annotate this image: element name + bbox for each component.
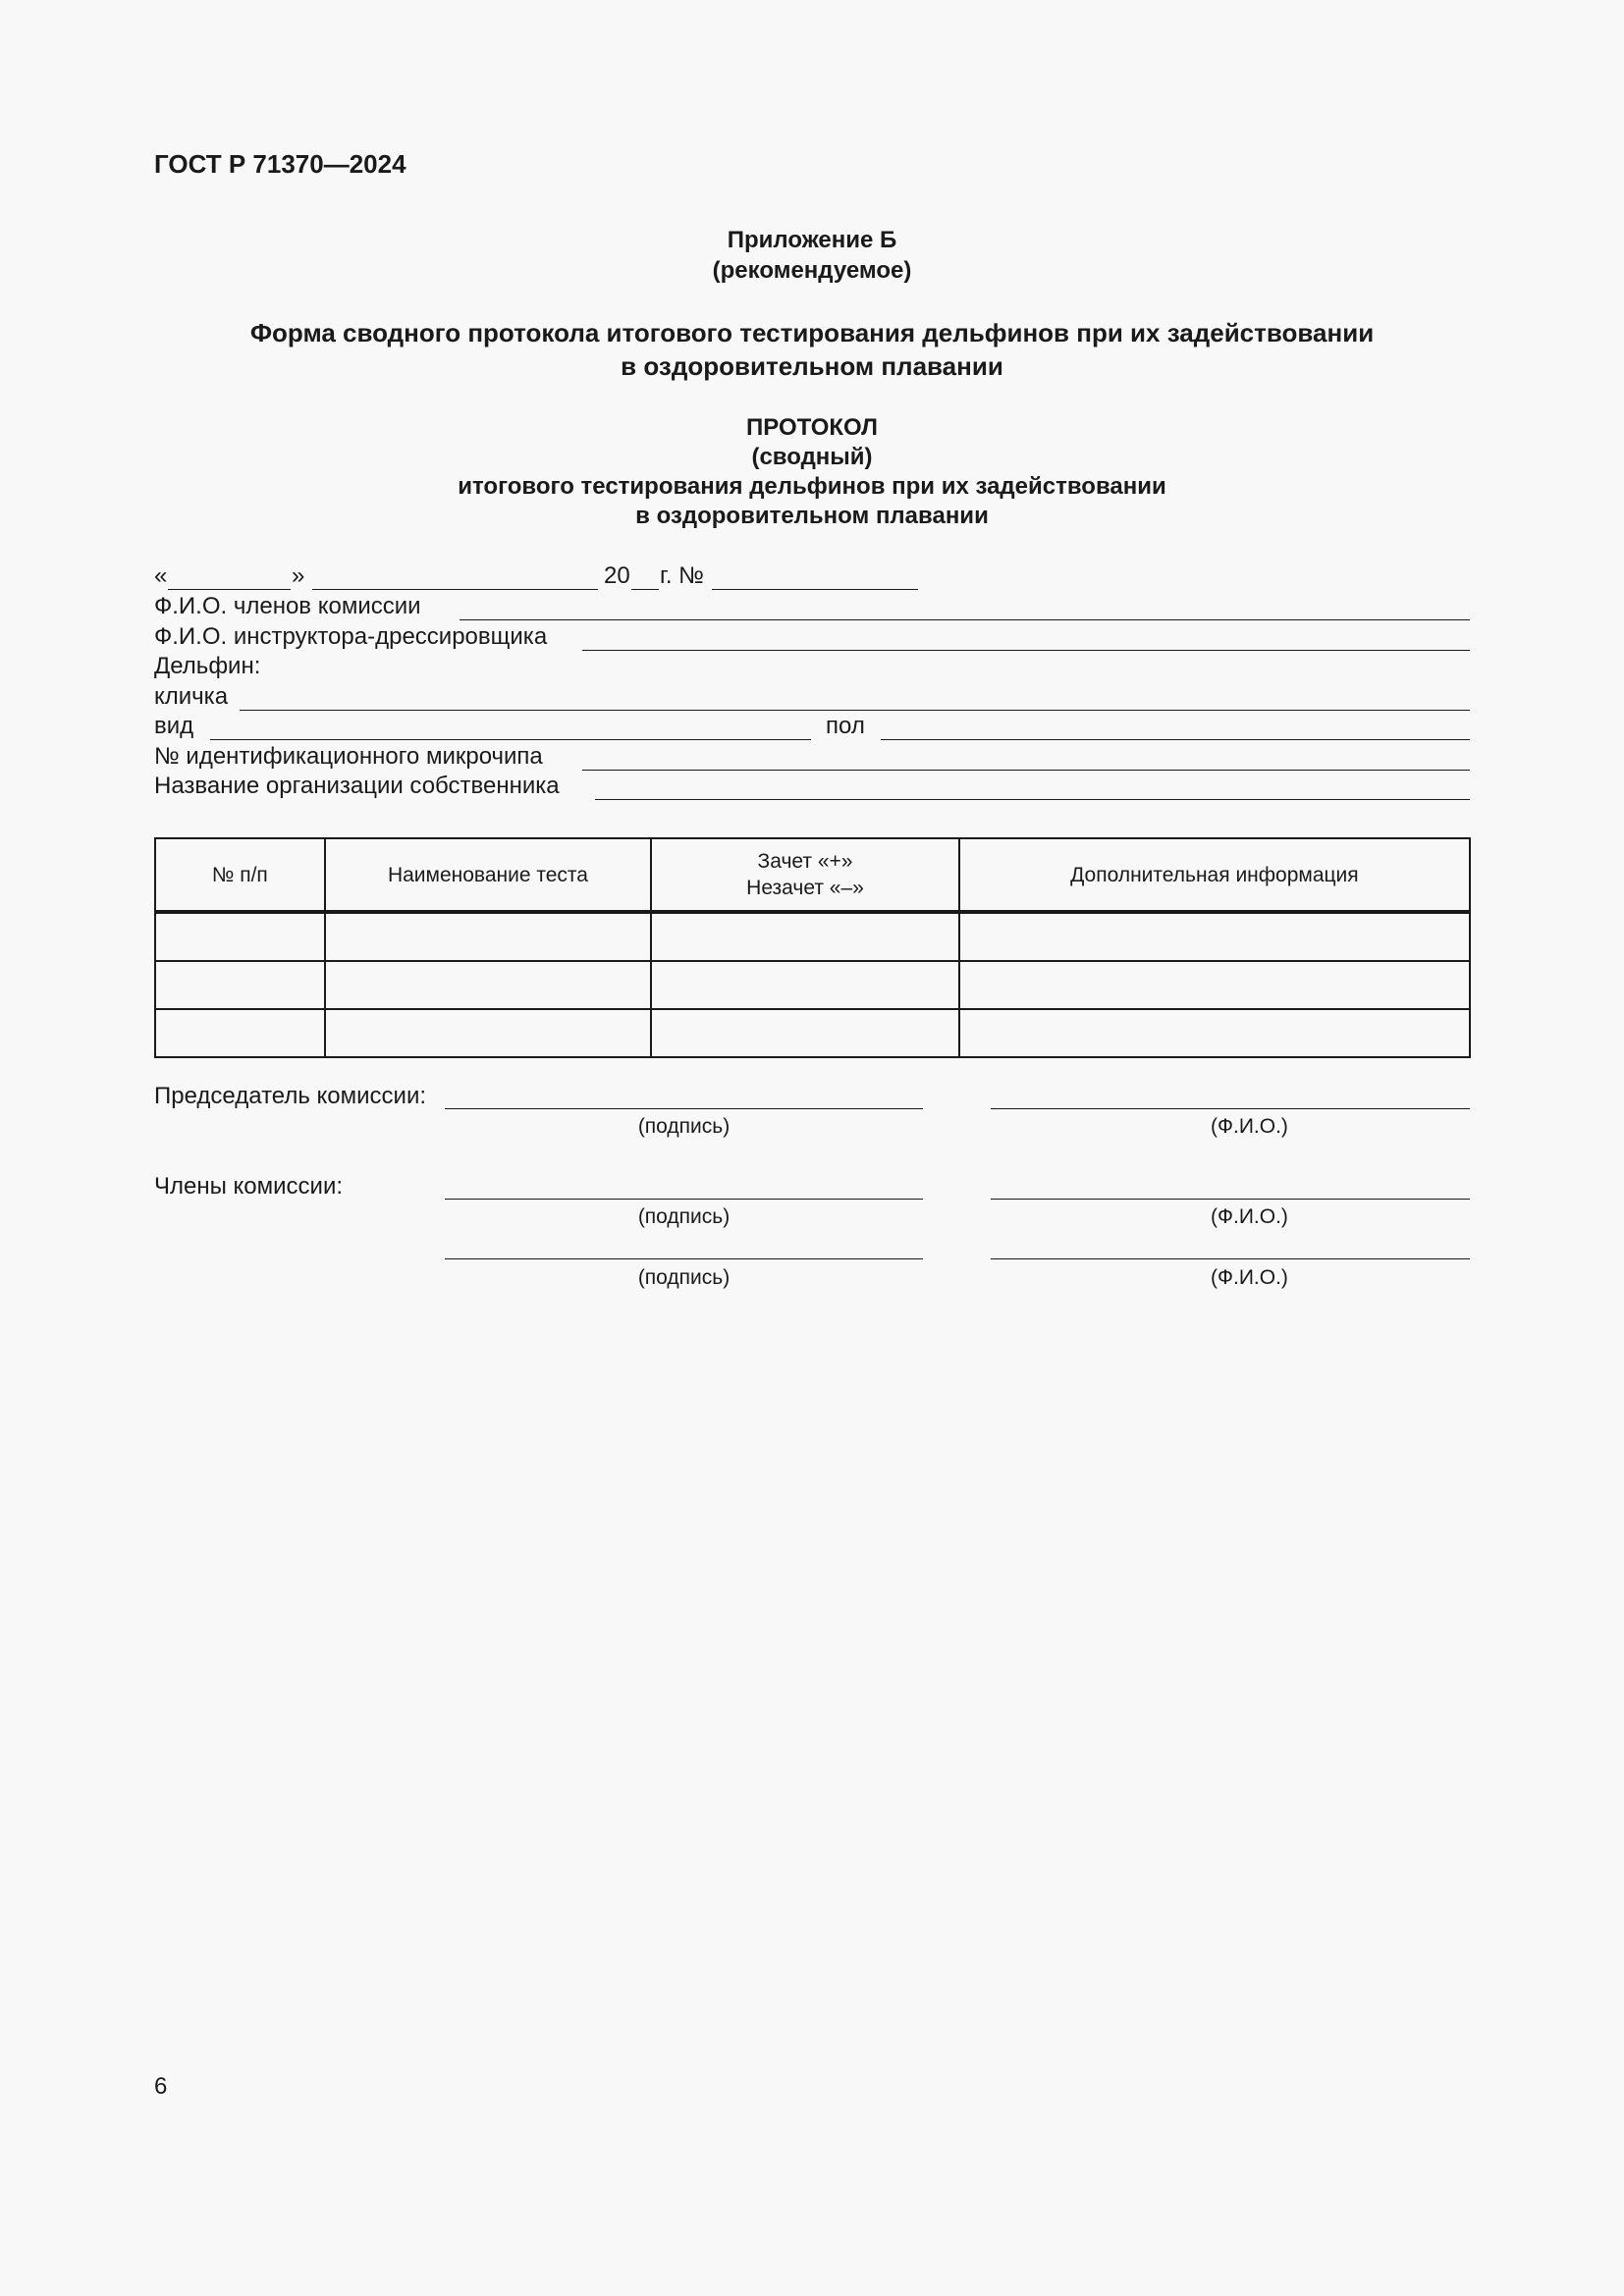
instructor-label: Ф.И.О. инструктора-дрессировщика [154,623,548,650]
results-table [154,837,1471,1058]
species-field[interactable] [210,739,811,740]
table-cell[interactable] [155,961,325,1009]
commission-members-label: Ф.И.О. членов комиссии [154,593,421,619]
document-code: ГОСТ Р 71370—2024 [154,149,406,179]
table-cell[interactable] [959,1009,1470,1057]
header-result [651,838,958,912]
members-label: Члены комиссии: [154,1173,344,1200]
date-close-quote: » [292,562,305,589]
protocol-line2: в оздоровительном плавании [635,503,989,529]
commission-members-field[interactable] [460,619,1470,620]
table-cell[interactable] [959,961,1470,1009]
appendix-status: (рекомендуемое) [712,257,912,284]
chairman-label: Председатель комиссии: [154,1083,427,1109]
table-cell[interactable] [959,912,1470,961]
table-cell[interactable] [651,1009,958,1057]
species-label: вид [154,713,194,739]
header-test-name [325,838,652,912]
protocol-subtitle: (сводный) [751,444,873,470]
sex-field[interactable] [881,739,1470,740]
member1-signature-caption: (подпись) [637,1205,731,1228]
table-cell[interactable] [155,1009,325,1057]
header-info [959,838,1470,912]
chairman-name-caption: (Ф.И.О.) [1211,1115,1288,1138]
header-pass-text: Зачет «+» [757,850,853,873]
dolphin-label: Дельфин: [154,653,261,679]
page-number: 6 [154,2073,168,2100]
table-cell[interactable] [651,912,958,961]
protocol-line1: итогового тестирования дельфинов при их задействовании [458,473,1166,500]
instructor-field[interactable] [582,650,1470,651]
table-cell[interactable] [325,1009,652,1057]
header-fail-text: Незачет «–» [746,877,864,899]
table-cell[interactable] [325,961,652,1009]
member2-name-field[interactable] [991,1258,1470,1259]
table-row [155,961,1470,1009]
member2-signature-caption: (подпись) [637,1266,731,1289]
chairman-name-field[interactable] [991,1108,1470,1109]
table-cell[interactable] [325,912,652,961]
year-suffix: г. № [660,562,704,589]
member1-name-field[interactable] [991,1199,1470,1200]
nickname-label: кличка [154,683,229,710]
member1-name-caption: (Ф.И.О.) [1211,1205,1288,1228]
header-number-text: № п/п [211,863,268,886]
protocol-number-field[interactable] [712,589,918,590]
date-open-quote: « [154,562,168,589]
appendix-title: Приложение Б [727,227,897,253]
table-header-row [155,838,1470,912]
owner-org-label: Название организации собственника [154,773,560,799]
member2-signature-field[interactable] [445,1258,923,1259]
microchip-field[interactable] [582,770,1470,771]
table-row [155,912,1470,961]
table-cell[interactable] [155,912,325,961]
microchip-label: № идентификационного микрочипа [154,743,543,770]
member2-name-caption: (Ф.И.О.) [1211,1266,1288,1289]
table-row [155,1009,1470,1057]
header-test-name-text: Наименование теста [387,863,588,886]
member1-signature-field[interactable] [445,1199,923,1200]
chairman-signature-field[interactable] [445,1108,923,1109]
owner-org-field[interactable] [595,799,1470,800]
header-info-text: Дополнительная информация [1070,863,1359,886]
table-cell[interactable] [651,961,958,1009]
header-number [155,838,325,912]
year-prefix: 20 [604,562,630,589]
form-title-line2: в оздоровительном плавании [621,351,1003,381]
day-field[interactable] [168,589,291,590]
form-title-line1: Форма сводного протокола итогового тестирования дельфинов при их задействовании [249,318,1375,347]
nickname-field[interactable] [240,710,1470,711]
sex-label: пол [826,713,865,739]
month-field[interactable] [312,589,598,590]
year-field[interactable] [631,589,659,590]
chairman-signature-caption: (подпись) [637,1115,731,1138]
protocol-title: ПРОТОКОЛ [746,414,878,441]
